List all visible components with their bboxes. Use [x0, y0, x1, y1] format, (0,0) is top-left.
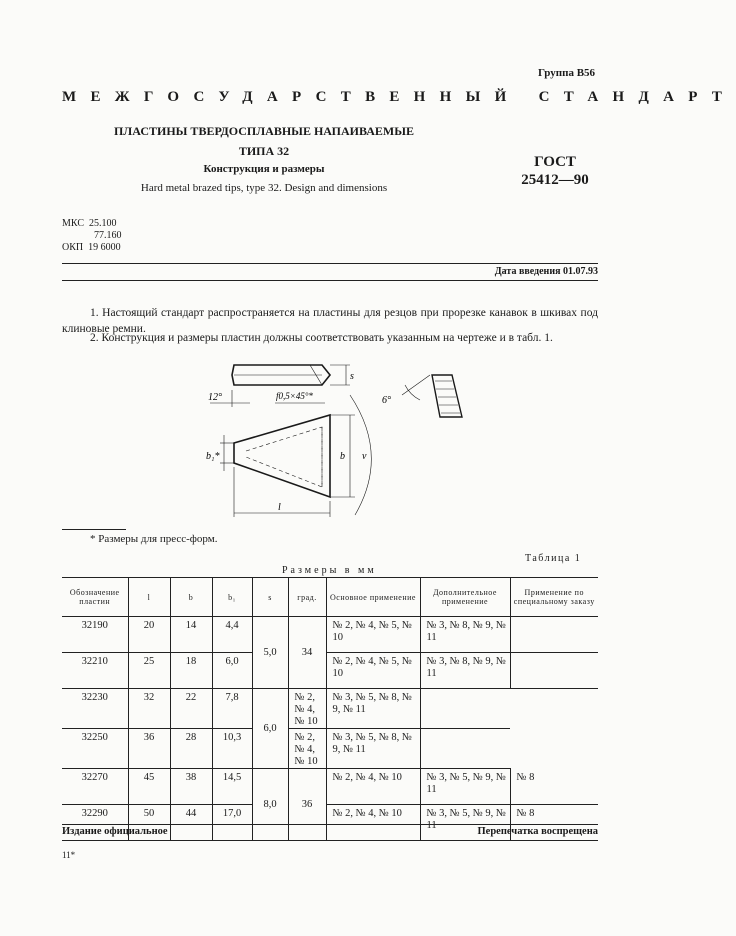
cell-l: 20: [128, 617, 170, 653]
footnote: * Размеры для пресс-форм.: [90, 533, 218, 545]
header-l: l: [128, 578, 170, 617]
cell-b1: 6,0: [212, 653, 252, 689]
mks-code-2: 77.160: [94, 230, 122, 241]
table-row: [62, 653, 598, 689]
cell-designation: 32290: [62, 805, 128, 841]
cell-additional: № 3, № 5, № 8, № 9, № 11: [326, 729, 420, 769]
header-main-application: Основное применение: [326, 578, 420, 617]
cell-designation: 32190: [62, 617, 128, 653]
cell-grad: 34: [288, 617, 326, 689]
classification-codes: [62, 218, 122, 254]
gost-number: 25412—90: [521, 172, 589, 188]
cell-l: 36: [128, 729, 170, 769]
label-chamfer: f0,5×45°*: [276, 391, 313, 401]
cell-main: № 2, № 4, № 5, № 10: [326, 617, 420, 653]
cell-special: [420, 729, 510, 769]
cell-l: 32: [128, 689, 170, 729]
tip-drawing: [190, 355, 470, 525]
table-header-row: [62, 578, 598, 617]
header-designation: Обозначение пластин: [62, 578, 128, 617]
paragraph-design: 2. Конструкция и размеры пластин должны соответствовать указанным на чертеже и в табл. 1.: [90, 332, 553, 344]
cell-designation: 32230: [62, 689, 128, 729]
cell-additional: № 3, № 5, № 8, № 9, № 11: [326, 689, 420, 729]
document-subtitle: Конструкция и размеры: [203, 163, 325, 175]
label-b1: b₁*: [206, 451, 220, 462]
group-code: Группа В56: [538, 67, 596, 79]
header-b: b: [170, 578, 212, 617]
cell-l: 25: [128, 653, 170, 689]
divider: [62, 824, 598, 825]
cell-b: 38: [170, 769, 212, 805]
cell-b: 28: [170, 729, 212, 769]
cell-l: 50: [128, 805, 170, 841]
page-number: 11*: [62, 850, 76, 860]
okp-label: ОКП: [62, 242, 84, 253]
cell-special: [510, 617, 598, 653]
label-b: b: [340, 451, 345, 462]
cell-b1: 14,5: [212, 769, 252, 805]
cell-l: 45: [128, 769, 170, 805]
interstate-standard-heading: МЕЖГОСУДАРСТВЕННЫЙ СТАНДАРТ: [62, 89, 736, 105]
table-row: [62, 689, 598, 729]
cell-special: № 8: [516, 808, 535, 819]
cell-additional: № 3, № 8, № 9, № 11: [420, 617, 510, 653]
reprint-note: Перепечатка воспрещена: [477, 826, 598, 837]
cell-s: 6,0: [252, 689, 288, 769]
table-row: [62, 769, 598, 805]
label-v: ν: [362, 451, 367, 462]
label-angle-12: 12°: [208, 392, 222, 403]
header-additional-application: Дополнительное применение: [420, 578, 510, 617]
cell-s: 5,0: [252, 617, 288, 689]
cell-special: [510, 653, 598, 689]
sizes-label: Размеры в мм: [282, 565, 377, 576]
cell-additional: № 3, № 8, № 9, № 11: [420, 653, 510, 689]
divider: [62, 280, 598, 281]
paragraph-scope: 1. Настоящий стандарт распространяется на пластины для резцов при прорезке канавок в шкивах под клиновые ремни.: [62, 307, 598, 335]
cell-designation: 32210: [62, 653, 128, 689]
tip-section-view: [432, 375, 462, 417]
cell-special: [420, 689, 510, 729]
cell-b1: 17,0: [212, 805, 252, 841]
cell-main: № 2, № 4, № 10: [326, 805, 420, 841]
divider: [62, 263, 598, 264]
cell-b1: 7,8: [212, 689, 252, 729]
cell-main: № 2, № 4, № 5, № 10: [326, 653, 420, 689]
table-row: [62, 729, 598, 769]
cell-additional: № 3, № 5, № 9, № 11: [420, 805, 510, 841]
header-s: s: [252, 578, 288, 617]
cell-b: 44: [170, 805, 212, 841]
edition-note: Издание официальное: [62, 826, 168, 837]
table-label: Таблица 1: [525, 553, 582, 564]
footnote-rule: [62, 529, 126, 530]
cell-b: 22: [170, 689, 212, 729]
header-grad: град.: [288, 578, 326, 617]
cell-additional: № 3, № 5, № 9, № 11: [420, 769, 510, 805]
cell-special: № 8: [510, 769, 598, 805]
introduction-date: Дата введения 01.07.93: [494, 266, 598, 277]
cell-b: 14: [170, 617, 212, 653]
label-s: s: [350, 371, 354, 382]
header-special-order: Применение по специальному заказу: [510, 578, 598, 617]
english-title: Hard metal brazed tips, type 32. Design and dimensions: [140, 182, 388, 194]
cell-grad: 36: [288, 769, 326, 841]
tip-plan-view: [234, 415, 330, 497]
cell-main: № 2, № 4, № 10: [288, 689, 326, 729]
mks-code-1: 25.100: [88, 218, 117, 229]
mks-label: МКС: [62, 218, 84, 229]
cell-b1: 10,3: [212, 729, 252, 769]
cell-b1: 4,4: [212, 617, 252, 653]
label-l: l: [278, 502, 281, 513]
dimensions-table: [62, 577, 598, 841]
cell-designation: 32250: [62, 729, 128, 769]
gost-designation: [500, 153, 610, 189]
document-title: ПЛАСТИНЫ ТВЕРДОСПЛАВНЫЕ НАПАИВАЕМЫЕ: [113, 124, 415, 138]
gost-label: ГОСТ: [534, 154, 576, 170]
cell-s: 8,0: [252, 769, 288, 841]
document-title-type: ТИПА 32: [238, 144, 290, 158]
cell-b: 18: [170, 653, 212, 689]
label-angle-6: 6°: [382, 395, 391, 406]
cell-designation: 32270: [62, 769, 128, 805]
cell-main: № 2, № 4, № 10: [326, 769, 420, 805]
header-b1: b₁: [212, 578, 252, 617]
table-row: [62, 617, 598, 653]
okp-code: 19 6000: [88, 242, 121, 253]
cell-main: № 2, № 4, № 10: [288, 729, 326, 769]
